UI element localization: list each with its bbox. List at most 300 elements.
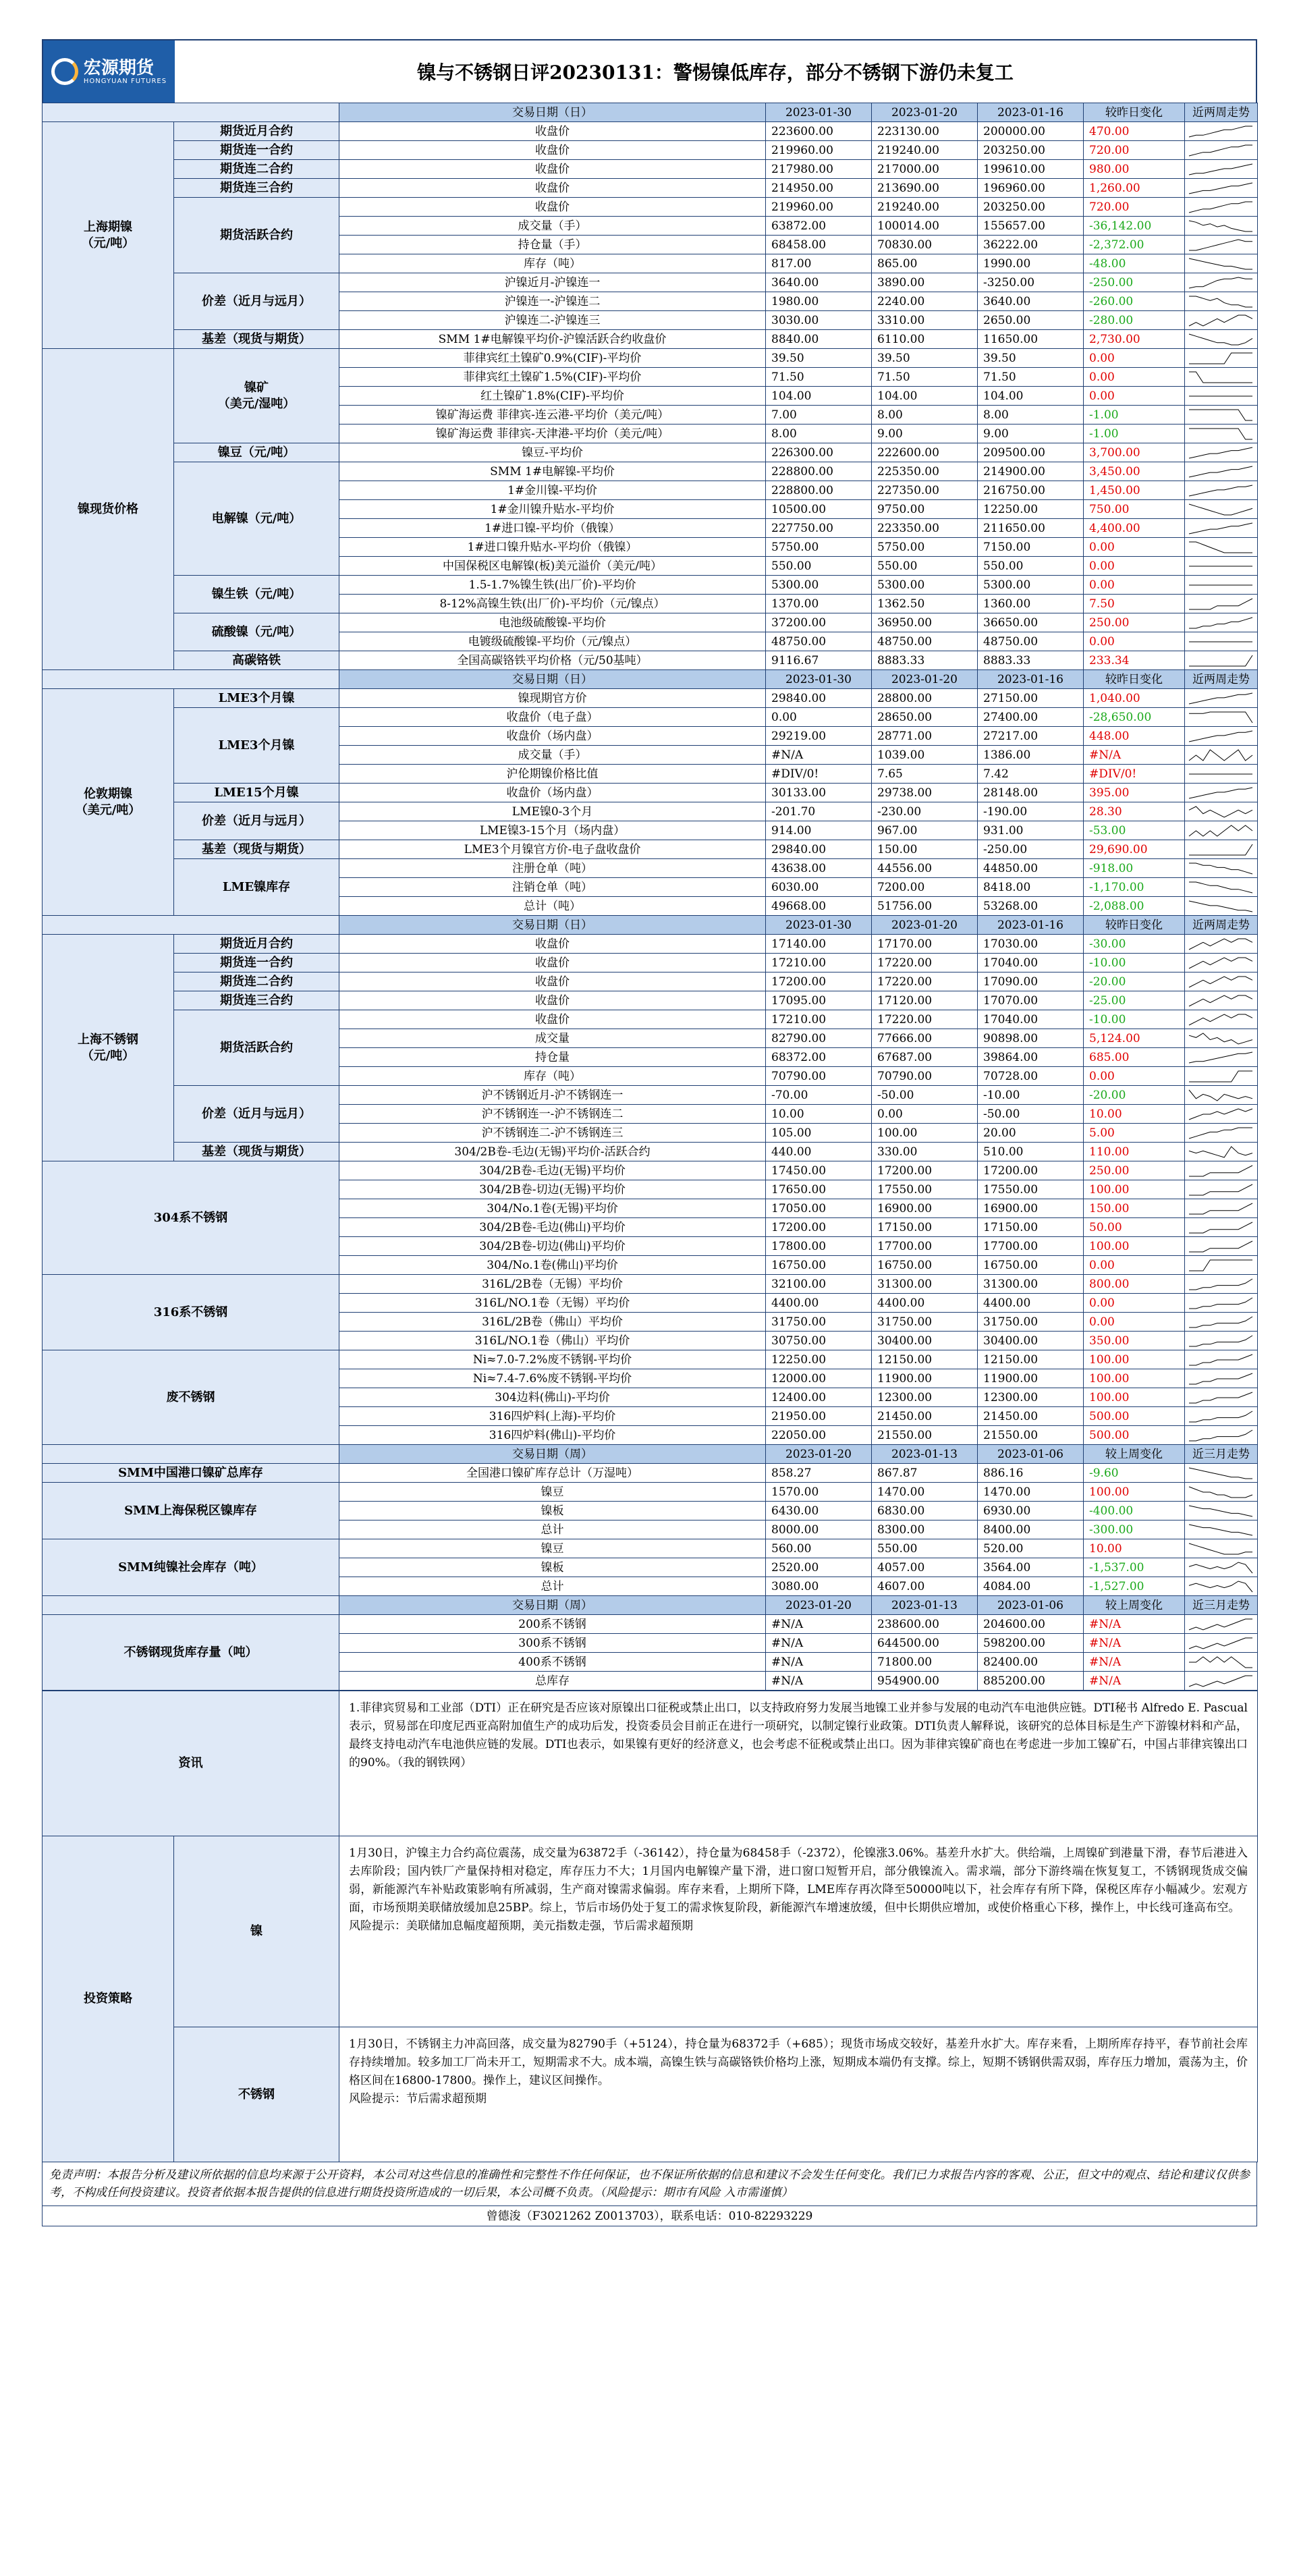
value-cell: 12250.00 <box>766 1350 872 1369</box>
trend-sparkline <box>1185 576 1256 594</box>
header-trend: 近三月走势 <box>1185 1596 1258 1615</box>
trend-cell <box>1185 576 1258 595</box>
value-cell: 550.00 <box>872 1539 978 1558</box>
date-header-row <box>43 670 1258 689</box>
value-cell: 12150.00 <box>872 1350 978 1369</box>
data-row <box>43 840 1258 859</box>
indicator-label: 成交量 <box>339 1029 766 1048</box>
header-date: 2023-01-30 <box>766 916 872 935</box>
trend-sparkline <box>1185 1030 1256 1047</box>
trend-line <box>1189 1260 1252 1271</box>
trend-cell <box>1185 1086 1258 1105</box>
change-cell: -28,650.00 <box>1084 708 1185 727</box>
header-change: 较昨日变化 <box>1084 916 1185 935</box>
trend-line <box>1189 1430 1252 1441</box>
trend-cell <box>1185 1615 1258 1634</box>
data-row <box>43 1275 1258 1294</box>
indicator-label: 304/2B卷-切边(无锡)平均价 <box>339 1180 766 1199</box>
change-cell: -53.00 <box>1084 821 1185 840</box>
change-cell: -10.00 <box>1084 954 1185 972</box>
value-cell: 70728.00 <box>978 1067 1084 1086</box>
value-cell: 16750.00 <box>978 1256 1084 1275</box>
trend-cell <box>1185 1124 1258 1143</box>
indicator-label: 总计 <box>339 1577 766 1596</box>
value-cell: 10500.00 <box>766 500 872 519</box>
trend-cell <box>1185 1502 1258 1520</box>
strategy-steel-text: 1月30日，不锈钢主力冲高回落，成交量为82790手（+5124），持仓量为68372手（+685）；现货市场成交较好，基差升水扩大。库存来看，上期所库存持平，春节前社会库存持续增加。较多加工厂尚未开工，短期需求不大。成本端，高镍生铁与高碳铬铁价格均上涨，短期成本端仍有支撑。综上，短期不锈钢供需双弱，库存压力增加，震荡为主，价格区间在16800-17800。操作上，建议区间操作。 风险提示：节后需求超预期 <box>339 2027 1258 2162</box>
trend-cell <box>1185 349 1258 368</box>
value-cell: 227350.00 <box>872 481 978 500</box>
logo-mark-icon <box>51 58 78 85</box>
trend-sparkline <box>1185 1408 1256 1425</box>
trend-line <box>1189 599 1252 609</box>
trend-sparkline <box>1185 1294 1256 1312</box>
trend-sparkline <box>1185 1521 1256 1539</box>
trend-cell <box>1185 1218 1258 1237</box>
value-cell: 104.00 <box>766 387 872 406</box>
trend-sparkline <box>1185 746 1256 764</box>
value-cell: 3890.00 <box>872 273 978 292</box>
data-row <box>43 991 1258 1010</box>
indicator-label: 304/No.1卷(佛山)平均价 <box>339 1256 766 1275</box>
value-cell: 17150.00 <box>872 1218 978 1237</box>
trend-line <box>1189 504 1252 515</box>
indicator-label: LME镍3-15个月（场内盘） <box>339 821 766 840</box>
value-cell: 214950.00 <box>766 179 872 198</box>
trend-cell <box>1185 462 1258 481</box>
data-row <box>43 651 1258 670</box>
trend-sparkline <box>1185 501 1256 518</box>
value-cell: 520.00 <box>978 1539 1084 1558</box>
group-label: 期货近月合约 <box>174 935 339 954</box>
change-cell: 980.00 <box>1084 160 1185 179</box>
change-cell: 28.30 <box>1084 802 1185 821</box>
change-cell: 1,040.00 <box>1084 689 1185 708</box>
change-cell: 0.00 <box>1084 557 1185 576</box>
indicator-label: 1#进口镍-平均价（俄镍） <box>339 519 766 538</box>
date-header-row <box>43 1445 1258 1464</box>
value-cell: 104.00 <box>978 387 1084 406</box>
trend-sparkline <box>1185 312 1256 329</box>
value-cell: 931.00 <box>978 821 1084 840</box>
strategy-nickel-text: 1月30日，沪镍主力合约高位震荡，成交量为63872手（-36142），持仓量为68458手（-2372），伦镍涨3.06%。基差升水扩大。供给端，上周镍矿到港量下滑，春节后港进入去库阶段；国内铁厂产量保持相对稳定，库存压力不大；1月国内电解镍产量下滑，进口窗口短暂开启，部分俄镍流入。需求端，部分下游终端在恢复复工，不锈钢现货成交偏弱，新能源汽车补贴政策影响有所减弱，生产商对镍需求偏弱。库存来看，上期所下降，LME库存再次降至50000吨以下，社会库存有所下降，保税区库存小幅减少。宏观方面，市场预期美联储放缓加息25BP。综上，节后市场仍处于复工的需求恢复阶段，新能源汽车增速放缓，但中长期供应增加，或使价格重心下移，操作上，中长线可逢高布空。 风险提示：美联储加息幅度超预期，美元指数走强，节后需求超预期 <box>339 1836 1258 2027</box>
header-date: 2023-01-16 <box>978 103 1084 122</box>
value-cell: 2240.00 <box>872 292 978 311</box>
change-cell: 800.00 <box>1084 1275 1185 1294</box>
trend-cell <box>1185 878 1258 897</box>
report-page <box>42 39 1257 2226</box>
trend-cell <box>1185 198 1258 217</box>
trend-sparkline <box>1185 482 1256 499</box>
header-date: 2023-01-13 <box>872 1596 978 1615</box>
indicator-label: 收盘价（场内盘） <box>339 784 766 802</box>
indicator-label: 总计 <box>339 1520 766 1539</box>
trend-sparkline <box>1185 1483 1256 1501</box>
trend-line <box>1189 1298 1252 1309</box>
trend-sparkline <box>1185 1162 1256 1180</box>
value-cell: 17150.00 <box>978 1218 1084 1237</box>
value-cell: 9.00 <box>872 424 978 443</box>
data-row <box>43 273 1258 292</box>
value-cell: 17200.00 <box>978 1161 1084 1180</box>
data-row <box>43 1161 1258 1180</box>
change-cell: 4,400.00 <box>1084 519 1185 538</box>
group-label: LME3个月镍 <box>174 708 339 784</box>
trend-line <box>1189 1071 1252 1082</box>
value-cell: 6110.00 <box>872 330 978 349</box>
trend-sparkline <box>1185 595 1256 613</box>
trend-line <box>1189 523 1252 534</box>
trend-line <box>1189 882 1252 893</box>
indicator-label: 200系不锈钢 <box>339 1615 766 1634</box>
trend-cell <box>1185 330 1258 349</box>
indicator-label: 304/2B卷-毛边(无锡)平均价 <box>339 1161 766 1180</box>
value-cell: 510.00 <box>978 1143 1084 1161</box>
trend-cell <box>1185 1426 1258 1445</box>
trend-line <box>1189 1128 1252 1139</box>
trend-cell <box>1185 689 1258 708</box>
trend-sparkline <box>1185 652 1256 669</box>
value-cell: 3564.00 <box>978 1558 1084 1577</box>
value-cell: 219960.00 <box>766 141 872 160</box>
change-cell: #N/A <box>1084 1615 1185 1634</box>
change-cell: 3,700.00 <box>1084 443 1185 462</box>
change-cell: 50.00 <box>1084 1218 1185 1237</box>
trend-cell <box>1185 1653 1258 1672</box>
commentary-table <box>42 1691 1258 2162</box>
trend-cell <box>1185 991 1258 1010</box>
value-cell: 5750.00 <box>872 538 978 557</box>
value-cell: 550.00 <box>766 557 872 576</box>
value-cell: 30750.00 <box>766 1332 872 1350</box>
data-row <box>43 349 1258 368</box>
value-cell: 48750.00 <box>766 632 872 651</box>
value-cell: 196960.00 <box>978 179 1084 198</box>
trend-line <box>1189 693 1252 704</box>
group-label: 期货活跃合约 <box>174 1010 339 1086</box>
indicator-label: 镍矿海运费 菲律宾-连云港-平均价（美元/吨） <box>339 406 766 424</box>
trend-cell <box>1185 1199 1258 1218</box>
value-cell: 16750.00 <box>766 1256 872 1275</box>
value-cell: 70830.00 <box>872 236 978 254</box>
trend-sparkline <box>1185 1578 1256 1595</box>
header-date: 2023-01-30 <box>766 670 872 689</box>
value-cell: 226300.00 <box>766 443 872 462</box>
data-row <box>43 1464 1258 1483</box>
value-cell: 36950.00 <box>872 613 978 632</box>
group-label: 镍豆（元/吨） <box>174 443 339 462</box>
indicator-label: 收盘价 <box>339 972 766 991</box>
value-cell: 7200.00 <box>872 878 978 897</box>
trend-sparkline <box>1185 1143 1256 1161</box>
trend-sparkline <box>1185 539 1256 556</box>
change-cell: -1,527.00 <box>1084 1577 1185 1596</box>
trend-sparkline <box>1185 387 1256 405</box>
value-cell: 225350.00 <box>872 462 978 481</box>
trend-sparkline <box>1185 1238 1256 1255</box>
date-header-row <box>43 916 1258 935</box>
data-row <box>43 613 1258 632</box>
indicator-label: 收盘价 <box>339 179 766 198</box>
change-cell: 3,450.00 <box>1084 462 1185 481</box>
value-cell: #N/A <box>766 1634 872 1653</box>
trend-sparkline <box>1185 425 1256 443</box>
news-label: 资讯 <box>43 1691 339 1836</box>
value-cell: 28650.00 <box>872 708 978 727</box>
indicator-label: 镍豆 <box>339 1483 766 1502</box>
trend-sparkline <box>1185 123 1256 140</box>
value-cell: 17070.00 <box>978 991 1084 1010</box>
value-cell: 31750.00 <box>978 1313 1084 1332</box>
trend-sparkline <box>1185 973 1256 991</box>
trend-sparkline <box>1185 803 1256 821</box>
indicator-label: 电镀级硫酸镍-平均价（元/镍点） <box>339 632 766 651</box>
trend-cell <box>1185 765 1258 784</box>
trend-sparkline <box>1185 1351 1256 1369</box>
trend-cell <box>1185 632 1258 651</box>
header-date-label: 交易日期（周） <box>339 1596 766 1615</box>
value-cell: 11900.00 <box>978 1369 1084 1388</box>
trend-line <box>1189 1619 1252 1630</box>
indicator-label: 304/2B卷-切边(佛山)平均价 <box>339 1237 766 1256</box>
value-cell: 8.00 <box>872 406 978 424</box>
trend-line <box>1189 1657 1252 1668</box>
report-header <box>42 39 1257 103</box>
value-cell: 17800.00 <box>766 1237 872 1256</box>
trend-line <box>1189 1373 1252 1384</box>
trend-cell <box>1185 141 1258 160</box>
value-cell: 12000.00 <box>766 1369 872 1388</box>
value-cell: 3030.00 <box>766 311 872 330</box>
trend-cell <box>1185 746 1258 765</box>
indicator-label: 全国高碳铬铁平均价格（元/50基吨） <box>339 651 766 670</box>
header-blank <box>43 103 339 122</box>
indicator-label: 镍板 <box>339 1502 766 1520</box>
trend-line <box>1189 485 1252 496</box>
header-change: 较昨日变化 <box>1084 670 1185 689</box>
trend-cell <box>1185 651 1258 670</box>
value-cell: 914.00 <box>766 821 872 840</box>
value-cell: 39.50 <box>766 349 872 368</box>
value-cell: 82790.00 <box>766 1029 872 1048</box>
value-cell: -250.00 <box>978 840 1084 859</box>
header-date: 2023-01-20 <box>766 1445 872 1464</box>
trend-sparkline <box>1185 1200 1256 1217</box>
data-row <box>43 179 1258 198</box>
indicator-label: 收盘价 <box>339 122 766 141</box>
trend-cell <box>1185 897 1258 916</box>
group-label: 期货连三合约 <box>174 991 339 1010</box>
trend-cell <box>1185 1275 1258 1294</box>
value-cell: 28771.00 <box>872 727 978 746</box>
indicator-label: Ni≈7.0-7.2%废不锈钢-平均价 <box>339 1350 766 1369</box>
value-cell: 17450.00 <box>766 1161 872 1180</box>
indicator-label: Ni≈7.4-7.6%废不锈钢-平均价 <box>339 1369 766 1388</box>
value-cell: 200000.00 <box>978 122 1084 141</box>
header-date: 2023-01-13 <box>872 1445 978 1464</box>
trend-cell <box>1185 1634 1258 1653</box>
value-cell: 7.42 <box>978 765 1084 784</box>
change-cell: 29,690.00 <box>1084 840 1185 859</box>
value-cell: 77666.00 <box>872 1029 978 1048</box>
value-cell: 71.50 <box>978 368 1084 387</box>
trend-sparkline <box>1185 255 1256 273</box>
value-cell: 17220.00 <box>872 954 978 972</box>
trend-line <box>1189 277 1252 288</box>
value-cell: 63872.00 <box>766 217 872 236</box>
value-cell: 6030.00 <box>766 878 872 897</box>
change-cell: 720.00 <box>1084 198 1185 217</box>
trend-sparkline <box>1185 784 1256 802</box>
value-cell: 560.00 <box>766 1539 872 1558</box>
trend-line <box>1189 1014 1252 1025</box>
trend-sparkline <box>1185 368 1256 386</box>
change-cell: 500.00 <box>1084 1426 1185 1445</box>
value-cell: 17650.00 <box>766 1180 872 1199</box>
trend-line <box>1189 466 1252 477</box>
section-label: 上海期镍 （元/吨） <box>43 122 174 349</box>
value-cell: 7.65 <box>872 765 978 784</box>
trend-cell <box>1185 179 1258 198</box>
trend-line <box>1189 844 1252 855</box>
trend-sparkline <box>1185 709 1256 726</box>
group-label: 高碳铬铁 <box>174 651 339 670</box>
change-cell: 0.00 <box>1084 538 1185 557</box>
value-cell: 217980.00 <box>766 160 872 179</box>
trend-line <box>1189 1543 1252 1554</box>
trend-sparkline <box>1185 1672 1256 1690</box>
trend-line <box>1189 1166 1252 1176</box>
section-label: 伦敦期镍 （美元/吨） <box>43 689 174 916</box>
value-cell: 21450.00 <box>872 1407 978 1426</box>
value-cell: 9750.00 <box>872 500 978 519</box>
trend-cell <box>1185 1256 1258 1275</box>
value-cell: 17050.00 <box>766 1199 872 1218</box>
header-date-label: 交易日期（周） <box>339 1445 766 1464</box>
value-cell: 12150.00 <box>978 1350 1084 1369</box>
trend-sparkline <box>1185 1332 1256 1350</box>
strategy-nickel-row <box>43 1836 1258 2027</box>
indicator-label: 收盘价（场内盘） <box>339 727 766 746</box>
value-cell: 8840.00 <box>766 330 872 349</box>
header-trend: 近两周走势 <box>1185 103 1258 122</box>
logo-english-name: HONGYUAN FUTURES <box>83 77 167 85</box>
indicator-label: 全国港口镍矿库存总计（万湿吨） <box>339 1464 766 1483</box>
data-row <box>43 141 1258 160</box>
market-data-table <box>42 103 1258 1691</box>
trend-sparkline <box>1185 293 1256 310</box>
indicator-label: 8-12%高镍生铁(出厂价)-平均价（元/镍点） <box>339 595 766 613</box>
change-cell: -2,088.00 <box>1084 897 1185 916</box>
change-cell: -1.00 <box>1084 424 1185 443</box>
value-cell: 17170.00 <box>872 935 978 954</box>
value-cell: 12400.00 <box>766 1388 872 1407</box>
value-cell: 0.00 <box>766 708 872 727</box>
group-label: SMM上海保税区镍库存 <box>43 1483 339 1539</box>
change-cell: 100.00 <box>1084 1388 1185 1407</box>
trend-sparkline <box>1185 406 1256 424</box>
trend-line <box>1189 1317 1252 1327</box>
data-row <box>43 708 1258 727</box>
trend-sparkline <box>1185 1105 1256 1123</box>
indicator-label: 镍矿海运费 菲律宾-天津港-平均价（美元/吨） <box>339 424 766 443</box>
value-cell: 36222.00 <box>978 236 1084 254</box>
change-cell: -30.00 <box>1084 935 1185 954</box>
indicator-label: 成交量（手） <box>339 217 766 236</box>
trend-cell <box>1185 519 1258 538</box>
change-cell: 1,450.00 <box>1084 481 1185 500</box>
value-cell: 29840.00 <box>766 840 872 859</box>
value-cell: 17200.00 <box>872 1161 978 1180</box>
value-cell: 8.00 <box>766 424 872 443</box>
trend-line <box>1189 145 1252 156</box>
value-cell: 53268.00 <box>978 897 1084 916</box>
change-cell: #N/A <box>1084 1634 1185 1653</box>
trend-sparkline <box>1185 690 1256 707</box>
header-blank <box>43 1445 339 1464</box>
trend-line <box>1189 1147 1252 1157</box>
value-cell: 3640.00 <box>978 292 1084 311</box>
trend-sparkline <box>1185 331 1256 348</box>
trend-cell <box>1185 1161 1258 1180</box>
change-cell: 7.50 <box>1084 595 1185 613</box>
indicator-label: 收盘价 <box>339 141 766 160</box>
header-date: 2023-01-20 <box>872 103 978 122</box>
trend-line <box>1189 618 1252 628</box>
trend-sparkline <box>1185 142 1256 159</box>
data-row <box>43 784 1258 802</box>
trend-cell <box>1185 538 1258 557</box>
data-row <box>43 1086 1258 1105</box>
group-label: 基差（现货与期货） <box>174 330 339 349</box>
trend-sparkline <box>1185 633 1256 651</box>
value-cell: 155657.00 <box>978 217 1084 236</box>
indicator-label: 镍豆 <box>339 1539 766 1558</box>
change-cell: 0.00 <box>1084 576 1185 595</box>
value-cell: 885200.00 <box>978 1672 1084 1691</box>
value-cell: 43638.00 <box>766 859 872 878</box>
group-label: 不锈钢现货库存量（吨） <box>43 1615 339 1691</box>
value-cell: 10.00 <box>766 1105 872 1124</box>
value-cell: 70790.00 <box>872 1067 978 1086</box>
change-cell: 0.00 <box>1084 1256 1185 1275</box>
trend-sparkline <box>1185 1313 1256 1331</box>
trend-sparkline <box>1185 765 1256 783</box>
trend-sparkline <box>1185 1635 1256 1652</box>
value-cell: 5750.00 <box>766 538 872 557</box>
trend-sparkline <box>1185 274 1256 292</box>
indicator-label: 1#金川镍-平均价 <box>339 481 766 500</box>
indicator-label: 收盘价 <box>339 991 766 1010</box>
value-cell: 36650.00 <box>978 613 1084 632</box>
data-row <box>43 1483 1258 1502</box>
value-cell: 20.00 <box>978 1124 1084 1143</box>
trend-line <box>1189 429 1252 439</box>
trend-line <box>1189 977 1252 987</box>
header-blank <box>43 916 339 935</box>
header-date: 2023-01-06 <box>978 1596 1084 1615</box>
trend-line <box>1189 958 1252 968</box>
trend-cell <box>1185 406 1258 424</box>
value-cell: 4607.00 <box>872 1577 978 1596</box>
value-cell: 8000.00 <box>766 1520 872 1539</box>
trend-line <box>1189 1562 1252 1573</box>
value-cell: 71800.00 <box>872 1653 978 1672</box>
trend-sparkline <box>1185 1427 1256 1444</box>
group-label: 316系不锈钢 <box>43 1275 339 1350</box>
trend-sparkline <box>1185 463 1256 481</box>
change-cell: -48.00 <box>1084 254 1185 273</box>
